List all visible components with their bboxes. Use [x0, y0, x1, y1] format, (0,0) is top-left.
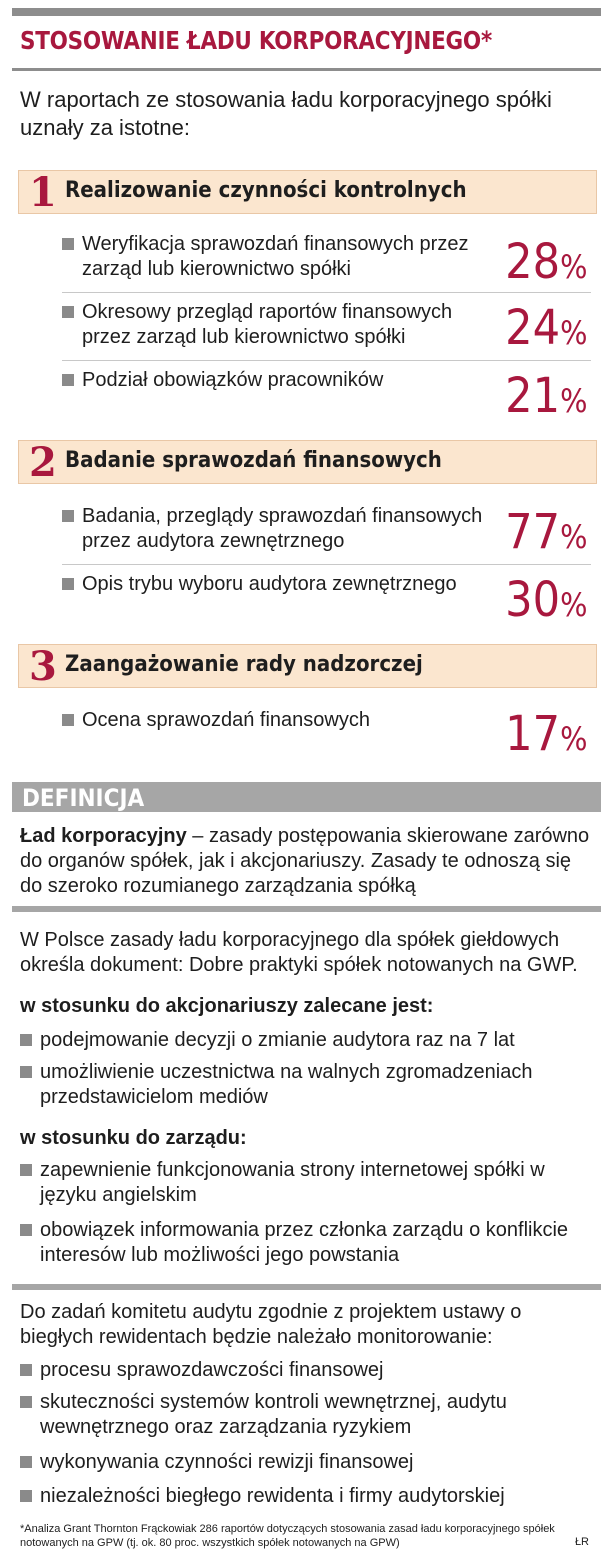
category-label: Badanie sprawozdań finansowych — [65, 448, 442, 473]
divider — [62, 360, 591, 361]
footnote: *Analiza Grant Thornton Frąckowiak 286 raportów dotyczących stosowania zasad ładu korporacyjnego spółek notowanych na GPW (tj. ok. 80 proc. wszystkich spółek notowanych na GPW) — [20, 1523, 555, 1549]
percent-value: 21% — [504, 368, 587, 424]
square-bullet-icon — [20, 1364, 32, 1376]
intro-text: W raportach ze stosowania ładu korporacyjnego spółki uznały za istotne: — [20, 87, 552, 140]
percent-value: 17% — [504, 706, 587, 762]
square-bullet-icon — [20, 1224, 32, 1236]
percent-value: 24% — [504, 300, 587, 356]
definition-header: DEFINICJA — [12, 782, 601, 812]
square-bullet-icon — [20, 1490, 32, 1502]
square-bullet-icon — [62, 510, 74, 522]
item-text: Okresowy przegląd raportów finansowych przez zarząd lub kierownictwo spółki — [82, 301, 453, 348]
item-text: Ocena sprawozdań finansowych — [82, 709, 370, 731]
square-bullet-icon — [20, 1164, 32, 1176]
category-number: 1 — [29, 169, 57, 216]
page-title: STOSOWANIE ŁADU KORPORACYJNEGO* — [20, 26, 492, 55]
title-rule — [12, 68, 601, 71]
definition-term: Ład korporacyjny — [20, 825, 187, 847]
square-bullet-icon — [20, 1034, 32, 1046]
square-bullet-icon — [62, 374, 74, 386]
percent-value: 30% — [504, 572, 587, 628]
category-label: Zaangażowanie rady nadzorczej — [65, 652, 423, 677]
square-bullet-icon — [20, 1066, 32, 1078]
square-bullet-icon — [62, 714, 74, 726]
square-bullet-icon — [20, 1456, 32, 1468]
author-initials: ŁR — [574, 1536, 589, 1548]
divider — [62, 292, 591, 293]
square-bullet-icon — [20, 1396, 32, 1408]
square-bullet-icon — [62, 306, 74, 318]
poland-intro: W Polsce zasady ładu korporacyjnego dla spółek giełdowych określa dokument: Dobre praktyki spółek notowanych na GWP. — [20, 929, 578, 976]
square-bullet-icon — [62, 578, 74, 590]
board-heading: w stosunku do zarządu: — [20, 1127, 247, 1149]
item-text: Badania, przeglądy sprawozdań finansowych przez audytora zewnętrznego — [82, 505, 483, 552]
section-divider — [12, 1284, 601, 1290]
top-bar — [12, 8, 601, 16]
shareholders-heading: w stosunku do akcjonariuszy zalecane jest: — [20, 995, 434, 1017]
percent-value: 77% — [504, 504, 587, 560]
item-text: Podział obowiązków pracowników — [82, 369, 384, 391]
section-divider — [12, 906, 601, 912]
definition-text: Ład korporacyjny – zasady postępowania skierowane zarówno do organów spółek, jak i akcjonariuszy. Zasady te odnoszą się do szeroko rozumianego zarządzania spółką — [20, 825, 590, 897]
category-3-header — [18, 644, 597, 688]
category-number: 3 — [29, 643, 57, 690]
infographic: STOSOWANIE ŁADU KORPORACYJNEGO* W raportach ze stosowania ładu korporacyjnego spółki uznały za istotne: 1 Realizowanie czynności kontrolnych Weryfikacja sprawozdań finansowych przez zarząd lub kierownictwo spółki 28% Okresowy przegląd raportów finansowych przez zarząd lub kierownictwo spółki 24% Podział obowiązków pracowników 21% 2 Badanie sprawozdań finansowych Badania, przeglądy sprawozdań finansowych przez audytora zewnętrznego 77% Opis trybu wyboru audytora zewnętrznego 30% 3 Zaangażowanie rady nadzorczej Ocena sprawozdań finansowych 17% DEFINICJA Ład korporacyjny – zasady postępowania skierowane zarówno do organów spółek, jak i akcjonariuszy. Zasady te odnoszą się do szeroko rozumianego zarządzania spółką W Polsce zasady ładu korporacyjnego dla spółek giełdowych określa dokument: Dobre praktyki spółek notowanych na GWP. w stosunku do akcjonariuszy zalecane jest: podejmowanie decyzji o zmianie audytora raz na 7 lat umożliwienie uczestnictwa na walnych zgromadzeniach przedstawicielom mediów w stosunku do zarządu: zapewnienie funkcjonowania strony internetowej spółki w języku angielskim obowiązek informowania przez członka zarządu o konflikcie interesów lub możliwości jego powstania Do zadań komitetu audytu zgodnie z projektem ustawy o biegłych rewidentach będzie należało monitorowanie: procesu sprawozdawczości finansowej skuteczności systemów kontroli wewnętrznej, audytu wewnętrznego oraz zarządzania ryzykiem wykonywania czynności rewizji finansowej niezależności biegłego rewidenta i firmy audytorskiej *Analiza Grant Thornton Frąckowiak 286 raportów dotyczących stosowania zasad ładu korporacyjnego spółek notowanych na GPW (tj. ok. 80 proc. wszystkich spółek notowanych na GPW) ŁR — [0, 0, 615, 1560]
category-label: Realizowanie czynności kontrolnych — [65, 178, 467, 203]
category-2-header — [18, 440, 597, 484]
square-bullet-icon — [62, 238, 74, 250]
item-text: Opis trybu wyboru audytora zewnętrznego — [82, 573, 457, 595]
item-text: Weryfikacja sprawozdań finansowych przez zarząd lub kierownictwo spółki — [82, 233, 469, 280]
category-number: 2 — [29, 439, 57, 486]
audit-intro: Do zadań komitetu audytu zgodnie z projektem ustawy o biegłych rewidentach będzie należało monitorowanie: — [20, 1301, 522, 1348]
divider — [62, 564, 591, 565]
category-1-header — [18, 170, 597, 214]
percent-value: 28% — [504, 234, 587, 290]
